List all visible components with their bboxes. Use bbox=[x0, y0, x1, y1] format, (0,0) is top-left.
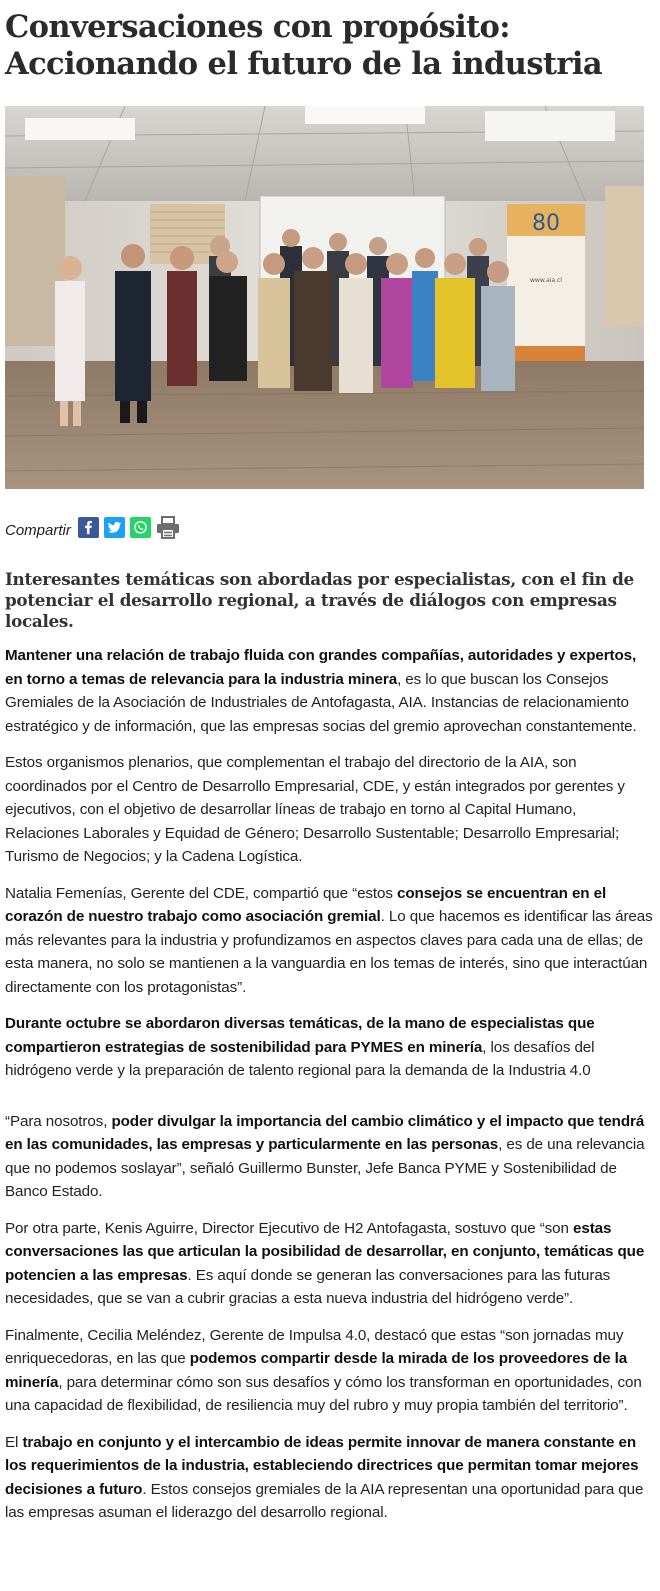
highlighted-text: podemos compartir desde la mirada de los proveedores de la minería bbox=[5, 1350, 628, 1391]
article-paragraph bbox=[5, 751, 654, 869]
article-paragraph bbox=[5, 882, 654, 1000]
article-title: Conversaciones con propósito: Accionando el futuro de la industria bbox=[5, 9, 602, 82]
banner-url: www.aia.cl bbox=[530, 277, 562, 284]
paragraph-text: , los desafíos del hidrógeno verde y la preparación de talento regional para la demanda de la Industria 4.0 bbox=[5, 1038, 595, 1079]
highlighted-text: Mantener una relación de trabajo fluida con grandes compañías, autoridades y expertos, en torno a temas de relevancia para la industria minera bbox=[5, 647, 637, 688]
article-paragraph bbox=[5, 1012, 654, 1083]
paragraph-text: Por otra parte, Kenis Aguirre, Director Ejecutivo de H2 Antofagasta, sostuvo que “son bbox=[5, 1219, 573, 1237]
article-paragraph bbox=[5, 1217, 654, 1311]
article-paragraph bbox=[5, 1110, 654, 1204]
banner-number: 80 bbox=[532, 211, 560, 236]
share-label: Compartir bbox=[5, 521, 71, 539]
article-paragraph bbox=[5, 1431, 654, 1525]
print-icon[interactable] bbox=[156, 516, 180, 544]
paragraph-text: . Lo que hacemos es identificar las áreas más relevantes para la industria y profundizamos en aspectos claves para cada una de ellas; de esta manera, no solo se mantienen a la vanguardia en los temas de interés, sino que interactúan directamente con los protagonistas”. bbox=[5, 908, 653, 996]
share-bar bbox=[5, 519, 654, 541]
highlighted-text: consejos se encuentran en el corazón de nuestro trabajo como asociación gremial bbox=[5, 884, 607, 925]
paragraph-text: . Estos consejos gremiales de la AIA representan una oportunidad para que las empresas asuman el liderazgo del desarrollo regional. bbox=[5, 1480, 644, 1521]
article bbox=[0, 9, 660, 1525]
group-photo-illustration bbox=[5, 106, 644, 489]
paragraph-text: “Para nosotros, bbox=[5, 1112, 112, 1130]
twitter-icon[interactable] bbox=[104, 517, 125, 543]
paragraph-text: Estos organismos plenarios, que complementan el trabajo del directorio de la AIA, son coordinados por el Centro de Desarrollo Empresarial, CDE, y están integrados por gerentes y ejecutivos, con el objetivo de desarrollar líneas de trabajo en torno al Capital Humano, Relaciones Laborales y Equidad de Género; Desarrollo Sustentable; Desarrollo Empresarial; Turismo de Negocios; y la Cadena Logística. bbox=[5, 754, 625, 865]
paragraph-text: Natalia Femenías, Gerente del CDE, compartió que “estos bbox=[5, 884, 397, 902]
facebook-icon[interactable] bbox=[78, 517, 99, 543]
article-photo bbox=[5, 106, 644, 489]
highlighted-text: poder divulgar la importancia del cambio climático y el impacto que tendrá en las comunidades, las empresas y particularmente en las personas bbox=[5, 1112, 645, 1153]
paragraph-text: , es de una relevancia que no podemos soslayar”, señaló Guillermo Bunster, Jefe Banca PYME y Sostenibilidad de Banco Estado. bbox=[5, 1136, 645, 1200]
whatsapp-icon[interactable] bbox=[130, 517, 151, 543]
paragraph-text: Finalmente, Cecilia Meléndez, Gerente de Impulsa 4.0, destacó que estas “son jornadas muy enriquecedoras, en las que bbox=[5, 1326, 624, 1367]
article-body bbox=[5, 644, 654, 1525]
paragraph-text: . Es aquí donde se generan las conversaciones para las futuras necesidades, que se van a cubrir gracias a esta nueva industria del hidrógeno verde”. bbox=[5, 1266, 611, 1307]
highlighted-text: estas conversaciones las que articulan la posibilidad de desarrollar, en conjunto, temáticas que potencien a las empresas bbox=[5, 1219, 645, 1284]
highlighted-text: Durante octubre se abordaron diversas temáticas, de la mano de especialistas que compartieron estrategias de sostenibilidad para PYMES en minería bbox=[5, 1015, 595, 1056]
highlighted-text: trabajo en conjunto y el intercambio de ideas permite innovar de manera constante en los requerimientos de la industria, estableciendo directrices que permitan tomar mejores decisiones a futuro bbox=[5, 1433, 639, 1498]
paragraph-text: , para determinar cómo son sus desafíos y cómo los transforman en oportunidades, con una capacidad de flexibilidad, de resiliencia muy del rubro y muy propia también del territorio”. bbox=[5, 1373, 642, 1414]
article-paragraph bbox=[5, 1324, 654, 1418]
paragraph-text: , es lo que buscan los Consejos Gremiales de la Asociación de Industriales de Antofagasta, AIA. Instancias de relacionamiento estratégico y de información, que las empresas socias del gremio aprovechan constantemente. bbox=[5, 670, 637, 735]
article-lead: Interesantes temáticas son abordadas por especialistas, con el fin de potenciar el desarrollo regional, a través de diálogos con empresas locales. bbox=[5, 569, 634, 631]
paragraph-text: El bbox=[5, 1433, 23, 1451]
article-paragraph bbox=[5, 644, 654, 738]
